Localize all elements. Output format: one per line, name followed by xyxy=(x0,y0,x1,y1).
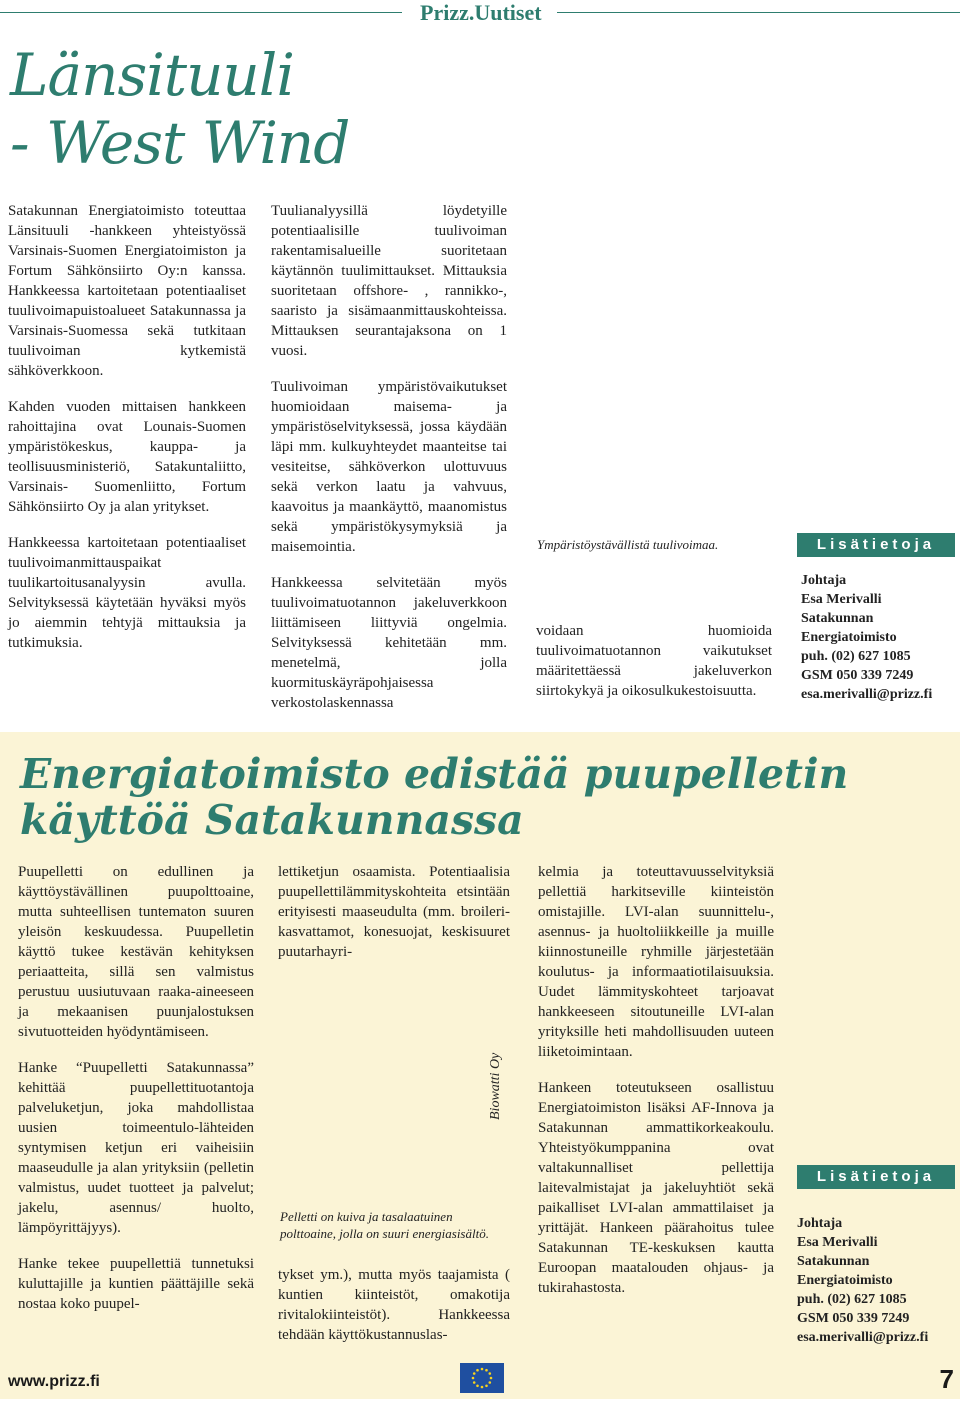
info-box-heading: Lisätietoja xyxy=(797,533,955,557)
info-box-contact xyxy=(801,571,956,704)
article1-col1-p2: Kahden vuoden mittaisen hankkeen rahoittajina ovat Lounais-Suomen ympäristökeskus, kauppa- ja teollisuusministeriö, Satakuntaliitto, Varsinais- Suomenliitto, Fortum Sähkönsiirto Oy ja alan yritykset. xyxy=(8,399,246,515)
eu-flag-icon xyxy=(460,1363,504,1393)
article1-col2-p2: Tuulivoiman ympäristövaikutukset huomioidaan maisema- ja ympäristöselvityksessä, jossa käydään läpi mm. kulkuyhteydet maanteitse tai vesiteitse, sähköverkon ulottuvuus sekä verkon laatu ja vahvuus, kaavoitus ja maankäyttö, maanomistus sekä ympäristökysymyksiä ja maisemointia. xyxy=(271,379,507,555)
article-title-line1: Länsituuli xyxy=(10,41,294,109)
page-number: 7 xyxy=(939,1364,954,1394)
article2-col3-p2: Hankeen toteutukseen osallistuu Energiatoimiston lisäksi AF-Innova ja Satakunnan ammattikorkeakoulu. Yhteistyökumppanina ovat valtakunnalliset pellettija laitevalmistajat ja jakeluyhtiöt sekä paikalliset LVI-alan ammattilaiset ja yrittäjät. Hankeen päärahoitus tulee Satakunnan TE-keskuksen kautta Euroopan maatalouden ohjaus- ja tukirahastosta. xyxy=(538,1080,774,1296)
article1-column1 xyxy=(8,201,246,669)
info-box-heading-2: Lisätietoja xyxy=(797,1165,955,1189)
article1-photo-caption: Ympäristöystävällistä tuulivoimaa. xyxy=(537,537,719,552)
info2-contact-gsm: GSM 050 339 7249 xyxy=(797,1311,910,1326)
header-rule-right xyxy=(557,12,960,13)
info2-contact-org2: Energiatoimisto xyxy=(797,1273,893,1288)
info-contact-phone: puh. (02) 627 1085 xyxy=(801,649,911,664)
footer-url: www.prizz.fi xyxy=(8,1373,100,1390)
header-rule-left xyxy=(0,12,402,13)
article2-photo-caption: Pelletti on kuiva ja tasalaatuinen polttoaine, jolla on suuri energiasisältö. xyxy=(280,1209,489,1241)
info-box-contact-2 xyxy=(797,1214,952,1347)
info2-contact-title: Johtaja xyxy=(797,1216,843,1231)
article1-col2-p1: Tuulianalyysillä löydetyille potentiaalisille tuulivoiman rakentamisalueille suoritetaan käytännön tuulimittaukset. Mittauksia suoritetaan offshore- , rannikko-, saaristo ja sisämaanmittauskohteissa. Mittauksen seurantajaksona on 1 vuosi. xyxy=(271,203,507,359)
article1-column3 xyxy=(536,621,772,717)
brand-title: Prizz.Uutiset xyxy=(420,0,542,25)
info-contact-email: esa.merivalli@prizz.fi xyxy=(801,687,933,702)
article2-column2-top xyxy=(278,862,510,978)
article2-col3-p1: kelmia ja toteuttavuusselvityksiä pellettiä harkitseville kiinteistön omistajille. LVI-alan suunnittelu-, asennus- ja huoltoliikkeille ja muille kiinnostuneille ryhmille järjestetään koulutus- ja informaatiotilaisuuksia. Uudet lämmityskohteet tarjoavat hankkeeseen sitoutuneille LVI-alan yrityksille heti mahdollisuuden uuteen liiketoimintaan. xyxy=(538,864,774,1060)
info-contact-org1: Satakunnan xyxy=(801,611,874,626)
article2-col2-p2: tykset ym.), mutta myös taajamista ( kuntien kiinteistöt, omakotija rivitalokiinteistöt). Hankkeessa tehdään käyttökustannuslas- xyxy=(278,1267,510,1343)
article1-col2-p3: Hankkeessa selvitetään myös tuulivoimatuotannon jakeluverkkoon liittämiseen liittyviä ongelmia. Selvityksessä kehitetään mm. menetelmä, jolla kuormituskäyräpohjaisessa verkostolaskennassa xyxy=(271,575,507,711)
article1-col3-p1: voidaan huomioida tuulivoimatuotannon vaikutukset määritettäessä jakeluverkon siirtokykyä ja oikosulkukestoisuutta. xyxy=(536,623,772,699)
article2-col1-p1: Puupelletti on edullinen ja käyttöystävällinen puupolttoaine, mutta suhteellisen tuntematon suuren yleisön keskuudessa. Puupelletin käyttö tukee kestävän kehityksen periaatteita, sillä sen valmistus perustuu uusiutuvaan raaka-aineeseen ja mekaanisen puunjalostuksen sivutuotteiden hyödyntämiseen. xyxy=(18,864,254,1040)
article-title-line2: - West Wind xyxy=(10,109,350,177)
article1-col1-p1: Satakunnan Energiatoimisto toteuttaa Länsituuli -hankkeen yhteistyössä Varsinais-Suomen Energiatoimiston ja Fortum Sähkönsiirto Oy:n kanssa. Hankkeessa kartoitetaan potentiaaliset tuulivoimapuistoalueet Satakunnassa ja Varsinais-Suomessa sekä tutkitaan tuulivoiman kytkemistä sähköverkkoon. xyxy=(8,203,246,379)
article2-col2-p1: lettiketjun osaamista. Potentiaalisia puupellettilämmityskohteita etsintään erityisesti maaseudulta (mm. broileri-kasvattamot, konesuojat, keskisuuret puutarhayri- xyxy=(278,864,510,960)
info2-contact-org1: Satakunnan xyxy=(797,1254,870,1269)
article1-col1-p3: Hankkeessa kartoitetaan potentiaaliset tuulivoimanmittauspaikat tuulikartoitusanalyysin avulla. Selvityksessä käytetään hyväksi myös jo aiemmin tehtyjä mittauksia ja tutkimuksia. xyxy=(8,535,246,651)
article2-col1-p3: Hanke tekee puupellettiä tunnetuksi kuluttajille ja kuntien päättäjille sekä nostaa koko puupel- xyxy=(18,1256,254,1312)
info2-contact-email: esa.merivalli@prizz.fi xyxy=(797,1330,929,1345)
info-contact-org2: Energiatoimisto xyxy=(801,630,897,645)
photo-credit: Biowatti Oy xyxy=(488,1052,503,1120)
info2-contact-phone: puh. (02) 627 1085 xyxy=(797,1292,907,1307)
article2-title-line2: käyttöä Satakunnassa xyxy=(20,796,524,844)
article2-column2-bottom xyxy=(278,1265,510,1361)
article1-column2 xyxy=(271,201,507,729)
info-contact-name: Esa Merivalli xyxy=(801,592,882,607)
article2-column3 xyxy=(538,862,774,1314)
info2-contact-name: Esa Merivalli xyxy=(797,1235,878,1250)
article2-col1-p2: Hanke “Puupelletti Satakunnassa” kehittää puupellettituotantoja palveluketjun, joka mahdollistaa uusien toimeentulo-lähteiden syntymisen ketjun eri vaiheisiin maaseudulle ja alan yrityksiin (pelletin valmistus, uudet tuotteet ja palvelut; jakelu, asennus/ huolto, lämpöyrittäjyys). xyxy=(18,1060,254,1236)
info-contact-title: Johtaja xyxy=(801,573,847,588)
article2-title-line1: Energiatoimisto edistää puupelletin xyxy=(20,750,849,798)
article2-column1 xyxy=(18,862,254,1330)
info-contact-gsm: GSM 050 339 7249 xyxy=(801,668,914,683)
